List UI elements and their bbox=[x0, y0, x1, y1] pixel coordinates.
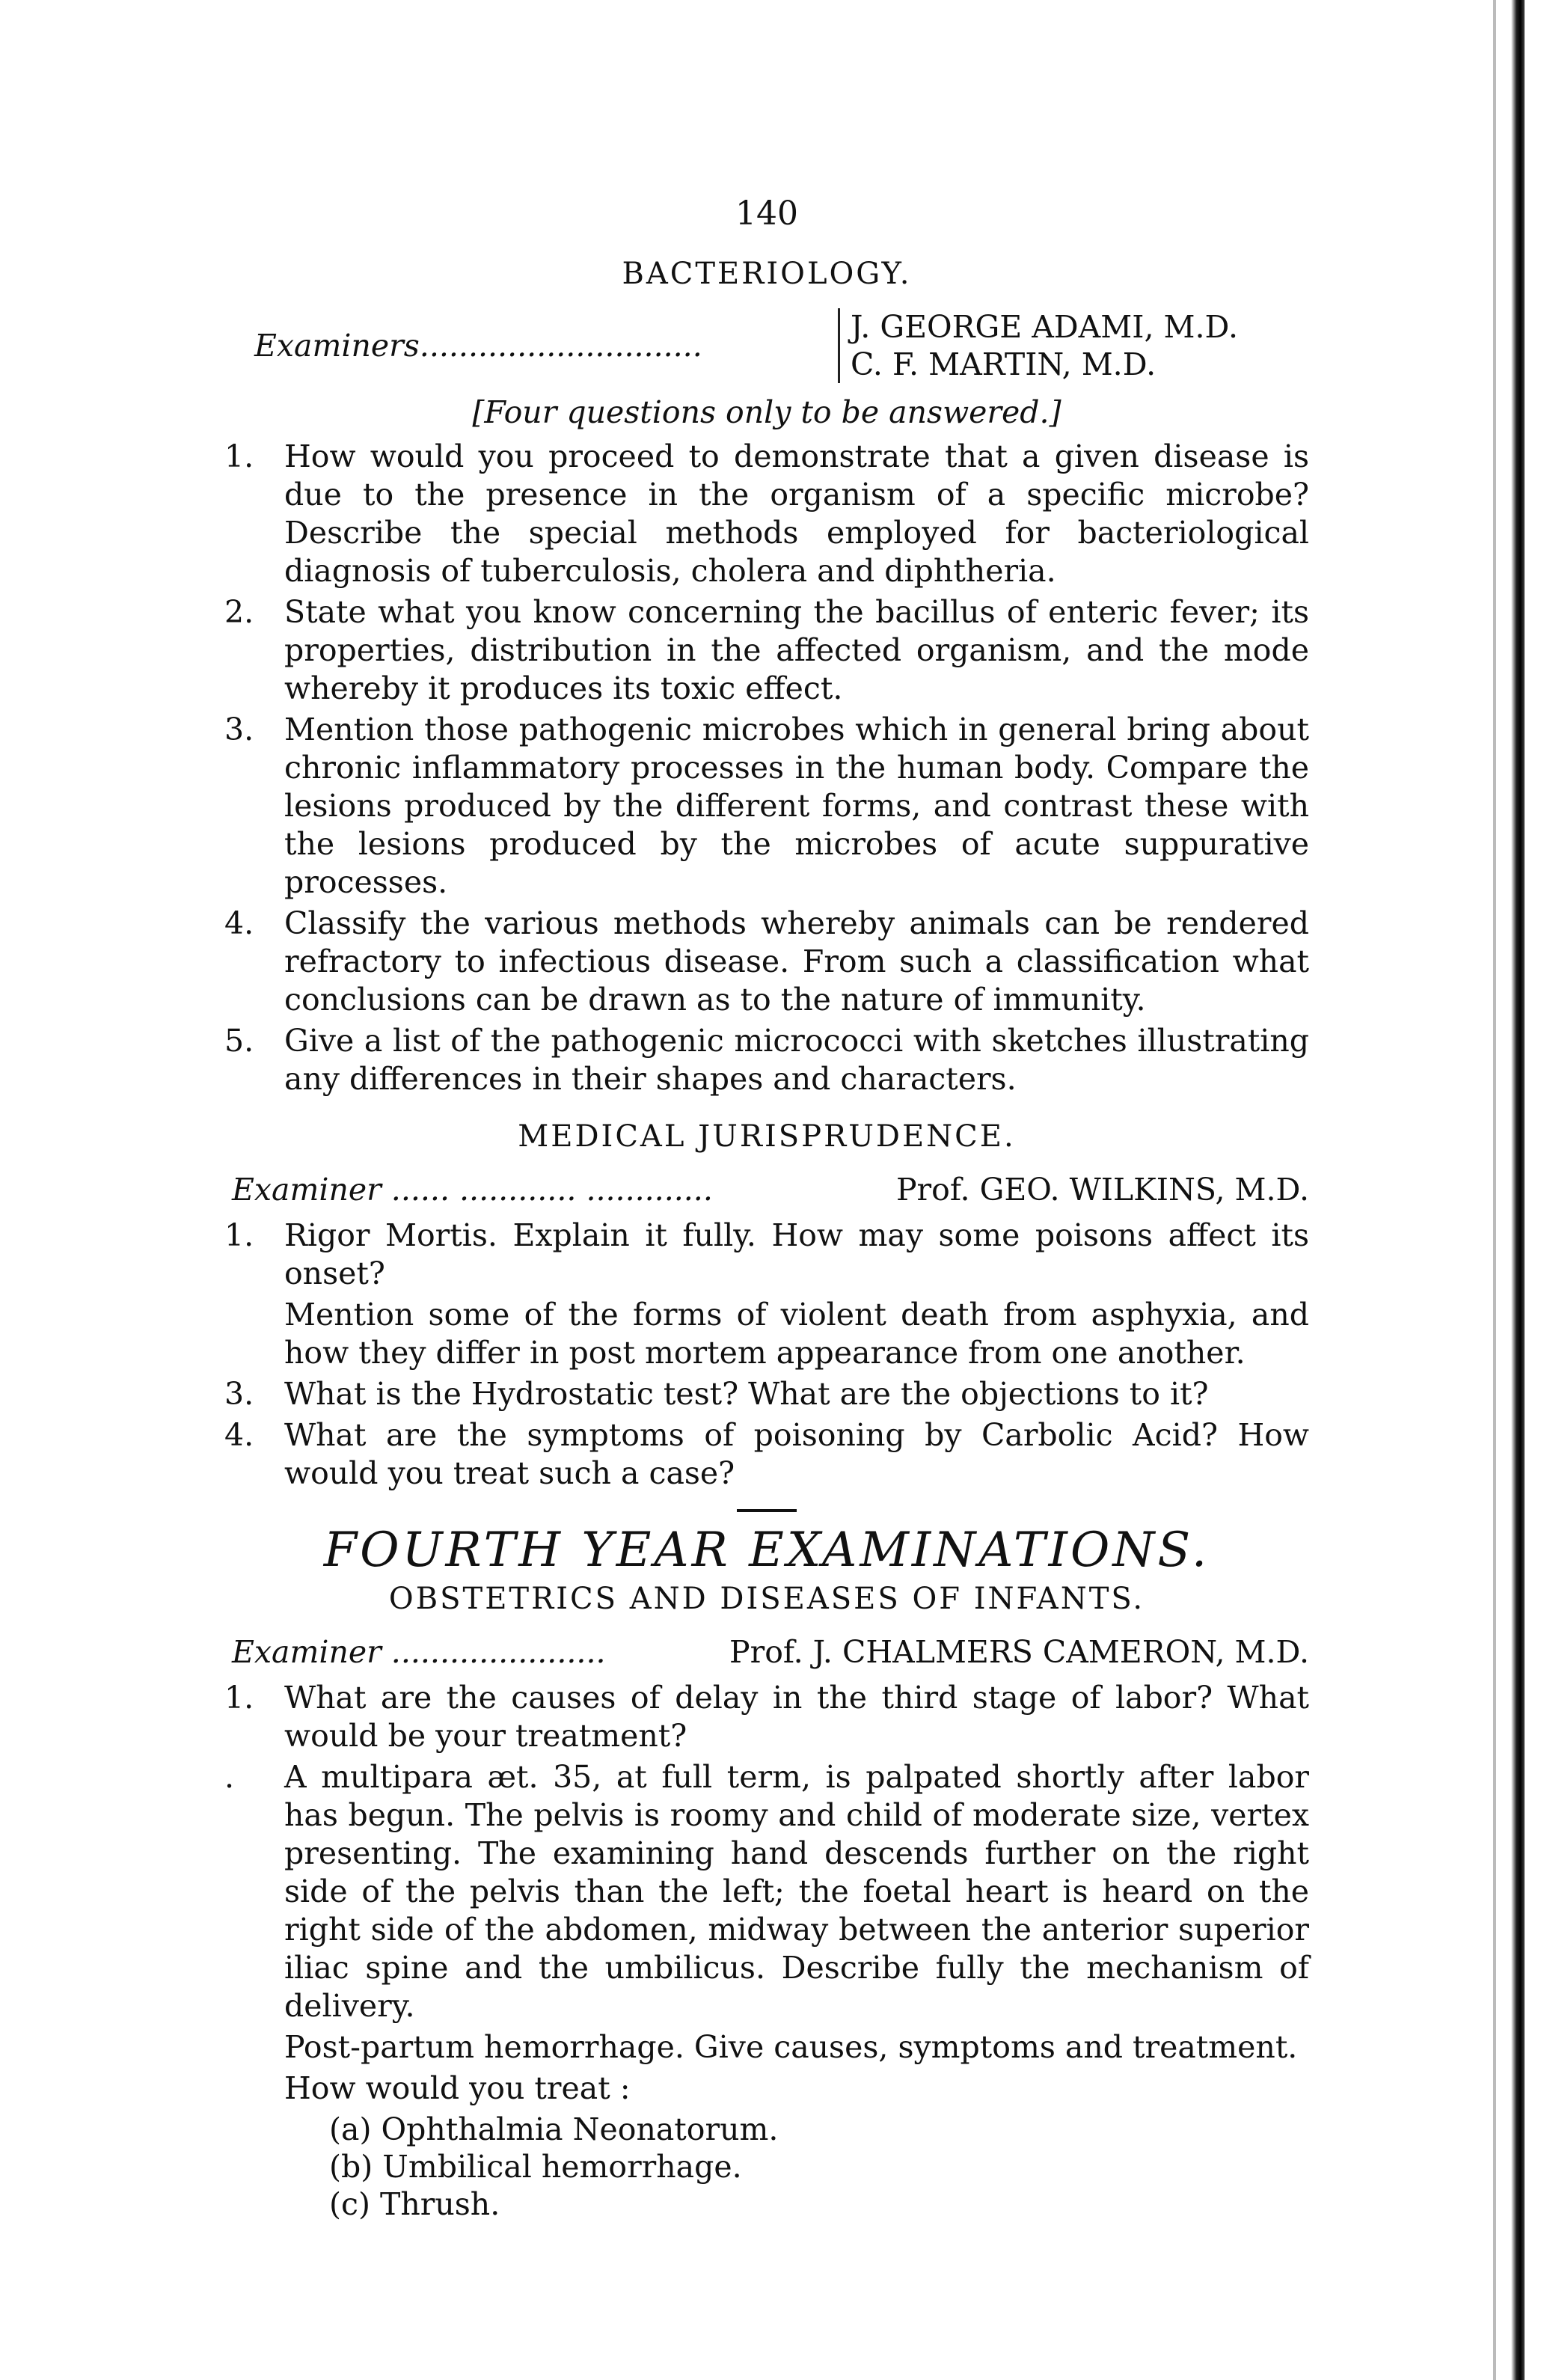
section-divider bbox=[737, 1509, 797, 1512]
bacteriology-questions bbox=[224, 438, 1309, 1098]
question-item: 1. Rigor Mortis. Explain it fully. How may some poisons affect its onset? bbox=[224, 1217, 1309, 1291]
obstetrics-questions bbox=[224, 1679, 1309, 2108]
question-item: 4. Classify the various methods whereby animals can be rendered refractory to infectious disease. From such a classification what conclusions can be drawn as to the nature of immunity. bbox=[224, 905, 1309, 1018]
question-item: 3. Mention those pathogenic microbes which in general bring about chronic inflammatory processes in the human body. Compare the lesions produced by the different forms, and contrast these with the lesions produced by the microbes of acute suppurative processes. bbox=[224, 712, 1309, 900]
sub-item: (b) Umbilical hemorrhage. bbox=[329, 2149, 742, 2185]
bacteriology-examiners bbox=[224, 308, 1309, 383]
examiner-label: Examiner ...................... bbox=[232, 1634, 606, 1670]
question-item: 1. How would you proceed to demonstrate that a given disease is due to the presence in the organism of a specific microbe? Describe the special methods employed for bacteriological diagnosis of tuberculosis, cholera and diphtheria. bbox=[224, 438, 1309, 589]
jurisprudence-examiner bbox=[224, 1171, 1309, 1209]
question-item: 3. What is the Hydrostatic test? What are the objections to it? bbox=[224, 1376, 1209, 1412]
obstetrics-heading: OBSTETRICS AND DISEASES OF INFANTS. bbox=[388, 1582, 1145, 1616]
answer-instruction: [Four questions only to be answered.] bbox=[472, 394, 1061, 430]
examiners-label: Examiners............................. bbox=[254, 327, 702, 364]
treatment-sub-items bbox=[224, 2111, 1309, 2223]
examiner-names bbox=[838, 308, 1238, 383]
jurisprudence-questions bbox=[224, 1217, 1309, 1493]
question-item: . A multipara æt. 35, at full term, is palpated shortly after labor has begun. The pelvis is roomy and child of moderate size, vertex presenting. The examining hand descends further on the right side of the pelvis than the left; the foetal heart is heard on the right side of the abdomen, midway between the anterior superior iliac spine and the umbilicus. Describe fully the mechanism of delivery. bbox=[224, 1759, 1309, 2024]
examiner-name: C. F. MARTIN, M.D. bbox=[851, 346, 1156, 382]
question-item: How would you treat : bbox=[284, 2070, 631, 2106]
document-page bbox=[224, 195, 1309, 2223]
question-item: 5. Give a list of the pathogenic micrococci with sketches illustrating any differences in their shapes and characters. bbox=[224, 1023, 1309, 1097]
page-number: 140 bbox=[735, 195, 798, 233]
book-spine-edge bbox=[1511, 0, 1525, 2380]
obstetrics-examiner bbox=[224, 1633, 1309, 1671]
page-fold-shadow bbox=[1493, 0, 1496, 2380]
examiner-name: Prof. J. CHALMERS CAMERON, M.D. bbox=[729, 1634, 1309, 1670]
examiner-label: Examiner ...... ............ ............. bbox=[232, 1172, 713, 1208]
question-item: 4. What are the symptoms of poisoning by Carbolic Acid? How would you treat such a case? bbox=[224, 1417, 1309, 1491]
sub-item: (a) Ophthalmia Neonatorum. bbox=[329, 2111, 779, 2147]
bacteriology-heading: BACTERIOLOGY. bbox=[622, 257, 912, 291]
fourth-year-title: FOURTH YEAR EXAMINATIONS. bbox=[323, 1523, 1210, 1578]
jurisprudence-heading: MEDICAL JURISPRUDENCE. bbox=[518, 1119, 1016, 1154]
question-item: Mention some of the forms of violent death from asphyxia, and how they differ in post mortem appearance from one another. bbox=[284, 1297, 1309, 1371]
examiner-name: Prof. GEO. WILKINS, M.D. bbox=[895, 1172, 1309, 1208]
question-item: 1. What are the causes of delay in the third stage of labor? What would be your treatment? bbox=[224, 1680, 1309, 1754]
question-item: 2. State what you know concerning the bacillus of enteric fever; its properties, distribution in the affected organism, and the mode whereby it produces its toxic effect. bbox=[224, 594, 1309, 706]
sub-item: (c) Thrush. bbox=[329, 2186, 500, 2222]
question-item: Post-partum hemorrhage. Give causes, symptoms and treatment. bbox=[284, 2029, 1298, 2065]
examiner-name: J. GEORGE ADAMI, M.D. bbox=[851, 309, 1238, 345]
